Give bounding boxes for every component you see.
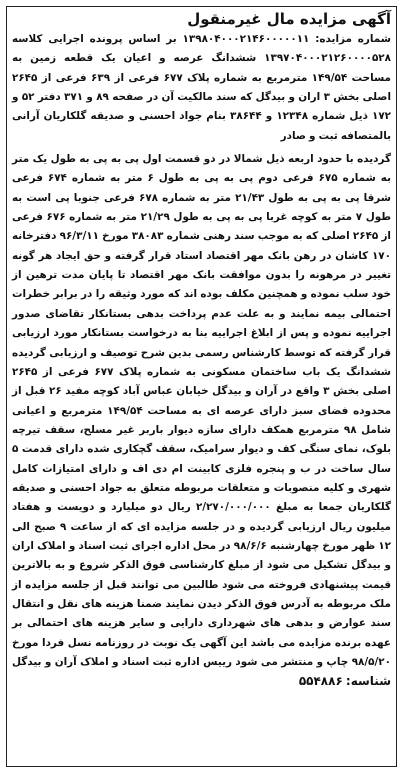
notice-paragraph-2 [12,150,391,693]
notice-id-value: ۵۵۴۸۸۶ [298,674,343,689]
notice-paragraph-1: شماره مزایده: ۱۳۹۸۰۴۰۰۰۲۱۴۶۰۰۰۰۰۱۱ بر اساس پرونده اجرایی کلاسه ۱۳۹۷۰۴۰۰۰۲۱۲۶۰۰۰۰۵۲۸ ششدانگ عرصه و اعیان یک قطعه زمین به مساحت ۱۴۹/۵۴ مترمربع به شماره پلاک ۶۷۷ فرعی از ۶۳۹ فرعی از ۲۶۴۵ اصلی بخش ۳ اران و بیدگل که سند مالکیت آن در صفحه ۸۹ و ۳۷۱ دفتر ۵۲ و ۱۷۲ ذیل شماره ۱۲۳۴۸ و ۳۸۶۴۴ بنام جواد احسنی و صدیقه گلکاریان آرانی بالمتصافه ثبت و صادر [12,33,392,142]
notice-paragraph-2-text: گردیده با حدود اربعه ذیل شمالا در دو قسمت اول پی به پی به طول یک متر به شماره ۶۷۵ فرعی دوم پی به پی به طول ۶ متر به شماره ۶۷۴ فرعی شرقا پی به پی به طول ۲۱/۴۳ متر به شماره ۶۷۸ فرعی جنوبا پی است به طول ۷ متر به کوچه غربا پی به پی به طول ۲۱/۲۹ متر به شماره ۶۷۶ فرعی از ۲۶۴۵ اصلی که به موجب سند رهنی شماره ۳۸۰۸۳ مورخ ۹۶/۳/۱۱ دفترخانه ۱۷۰ کاشان در رهن بانک مهر اقتصاد استاد قرار گرفته و حق ایجاد هر گونه تغییر در مرهونه را بدون موافقت بانک مهر اقتصاد تا پایان مدت ترهین از خود سلب نموده و همچنین مکلف بوده اند که مورد وثیقه را در برابر خطرات احتمالی بیمه نمایند و به علت عدم پرداخت بدهی بستانکار تقاضای صدور اجراییه نموده و پس از ابلاغ اجراییه بنا به درخواست بستانکار مورد ارزیابی قرار گرفته که توسط کارشناس رسمی بدین شرح توصیف و ارزیابی گردیده ششدانگ یک باب ساختمان مسکونی به شماره پلاک ۶۷۷ فرعی از ۲۶۴۵ اصلی بخش ۳ واقع در آران و بیدگل خیابان عباس آباد کوچه مفید ۲۶ قبل از محدوده فضای سبز دارای عرصه ای به مساحت ۱۴۹/۵۴ مترمربع و اعیانی شامل ۹۸ مترمربع همکف دارای سازه دیوار باربر غیر مسلح، سقف تیرچه بلوک، نمای سنگی کف و دیوار سرامیک، سقف گچکاری شده دارای قدمت ۵ سال ساخت در ب و پنجره فلزی کابینت ام دی اف و دارای امتیازات کامل شهری و کلیه منصوبات و متعلقات مربوطه متعلق به جواد احسنی و صدیقه گلکاریان جمعا به مبلغ ۲/۲۷۰/۰۰۰/۰۰۰ ریال دو میلیارد و دویست و هفتاد میلیون ریال ارزیابی گردیده و در جلسه مزایده ای که از ساعت ۹ صبح الی ۱۲ ظهر مورخ چهارشنبه ۹۸/۶/۶ در محل اداره اجرای ثبت اسناد و املاک اران و بیدگل تشکیل می شود از مبلغ کارشناسی فوق الذکر شروع و به بالاترین قیمت پیشنهادی فروخته می شود طالبین می توانند قبل از جلسه مزایده از ملک مربوطه به آدرس فوق الذکر دیدن نمایند ضمنا هزینه های نقل و انتقال سند عوارض و بدهی های شهرداری دارایی و سایر هزینه های احتمالی بر عهده برنده مزایده می باشد این آگهی یک نوبت در روزنامه نسل فردا مورخ ۹۸/۵/۲۰ چاپ و منتشر می شود رییس اداره ثبت اسناد و املاک آران و بیدگل [12,153,392,668]
notice-title: آگهی مزایده مال غیرمنقول [187,10,391,28]
notice-id-label: شناسه: [345,674,391,689]
auction-notice [6,6,397,767]
